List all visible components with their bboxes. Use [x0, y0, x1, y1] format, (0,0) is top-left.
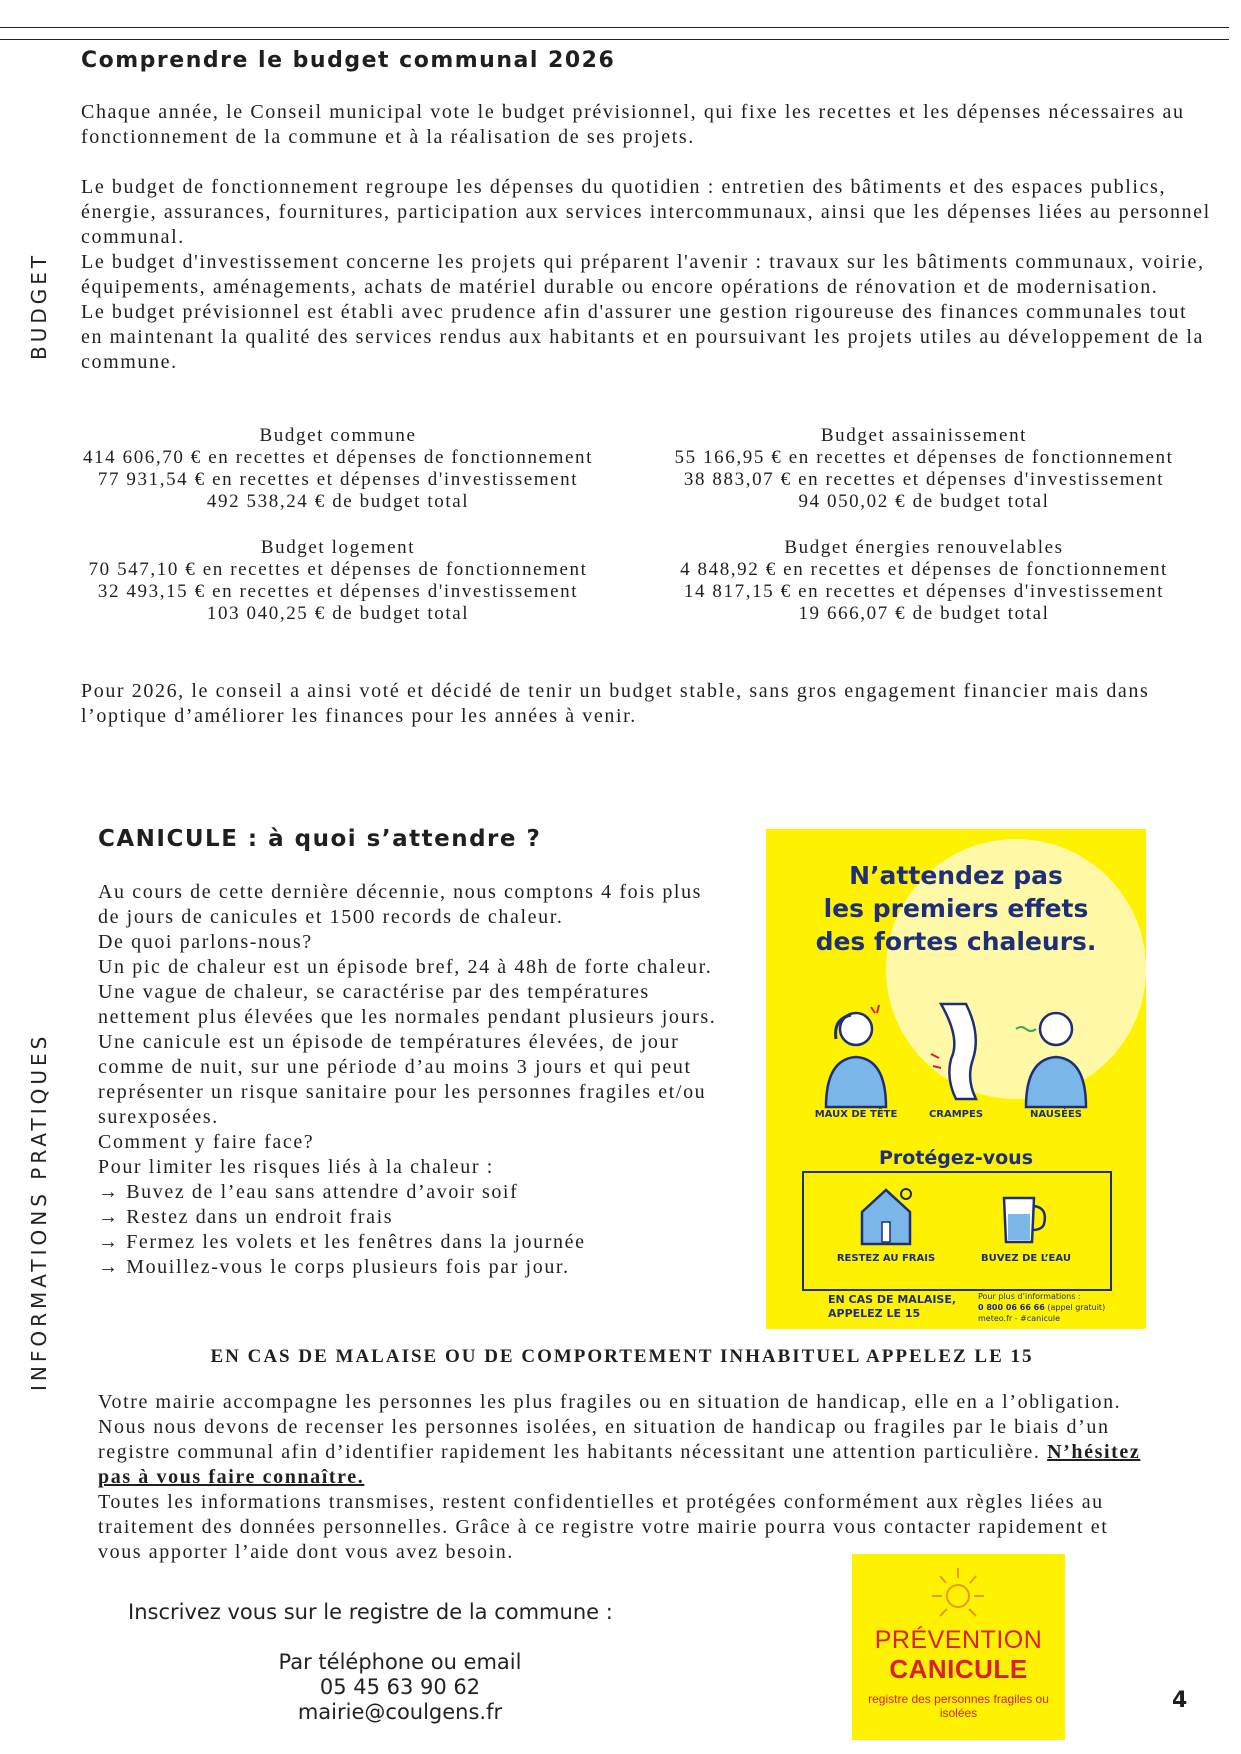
budget-block-name: Budget commune [259, 425, 417, 446]
contact-block [230, 1650, 570, 1725]
poster-emergency [828, 1293, 956, 1321]
cramps-leg-icon [911, 999, 1001, 1109]
budget-block-name: Budget logement [260, 537, 416, 558]
canicule-line: Pour limiter les risques liés à la chaleur : [98, 1156, 494, 1178]
budget-block-name: Budget énergies renouvelables [784, 537, 1064, 558]
budget-block-logement [68, 537, 608, 625]
budget-block-total: 492 538,24 € de budget total [206, 491, 470, 512]
page-number: 4 [1172, 1688, 1188, 1713]
contact-method: Par téléphone ou email [278, 1650, 522, 1674]
nausea-figure-icon [1011, 999, 1101, 1109]
budget-block-total: 103 040,25 € de budget total [206, 603, 470, 624]
top-rule-2 [0, 39, 1229, 40]
canicule-line: Comment y faire face? [98, 1131, 315, 1153]
advice-item: → Restez dans un endroit frais [98, 1206, 394, 1228]
registry-text [98, 1390, 1158, 1565]
poster-title [766, 859, 1146, 958]
protect-box [802, 1171, 1112, 1291]
headache-figure-icon [811, 999, 901, 1109]
poster-title-line: des fortes chaleurs. [815, 927, 1097, 956]
budget-intro: Chaque année, le Conseil municipal vote le budget prévisionnel, qui fixe les recettes et les dépenses nécessaires au fonctionnement de la commune et à la réalisation de ses projets. [81, 101, 1185, 148]
contact-phone[interactable]: 05 45 63 90 62 [319, 1675, 481, 1699]
poster-title-line: les premiers effets [823, 894, 1089, 923]
budget-block-total: 19 666,07 € de budget total [798, 603, 1050, 624]
budget-block-name: Budget assainissement [820, 425, 1028, 446]
poster-title-line: N’attendez pas [849, 861, 1063, 890]
alert-line: EN CAS DE MALAISE OU DE COMPORTEMENT INHABITUEL APPELEZ LE 15 [210, 1346, 1034, 1367]
budget-block-assainissement [654, 425, 1194, 513]
advice-list [98, 1180, 720, 1280]
symptom-headache: MAUX DE TÊTE [814, 1109, 898, 1120]
protect-title: Protégez-vous [866, 1147, 1046, 1169]
heatwave-poster [766, 829, 1146, 1329]
action-stay-cool: RESTEZ AU FRAIS [836, 1253, 936, 1264]
side-label-info: INFORMATIONS PRATIQUES [27, 1032, 51, 1391]
budget-block-fonct: 4 848,92 € en recettes et dépenses de fonctionnement [680, 559, 1168, 580]
advice-item: → Fermez les volets et les fenêtres dans la journée [98, 1231, 586, 1253]
sun-icon [928, 1562, 988, 1622]
poster-info-line [978, 1302, 1105, 1313]
budget-block-invest: 77 931,54 € en recettes et dépenses d'investissement [97, 469, 579, 490]
badge-line2: CANICULE [889, 1654, 1028, 1684]
house-cool-icon [856, 1184, 916, 1246]
poster-info-free: (appel gratuit) [1047, 1303, 1106, 1312]
budget-block-fonct: 414 606,70 € en recettes et dépenses de fonctionnement [82, 447, 594, 468]
poster-emergency-line: APPELEZ LE 15 [828, 1307, 921, 1320]
symptom-cramps: CRAMPES [928, 1109, 984, 1120]
budget-title: Comprendre le budget communal 2026 [81, 48, 616, 73]
registry-cta: N’hésitez pas à vous faire connaître. [98, 1441, 1141, 1488]
registry-p1-text: Votre mairie accompagne les personnes les plus fragiles ou en situation de handicap, elle en a l’obligation. Nous nous devons de recenser les personnes isolées, en situation de handicap ou fragiles par le biais d’un registre communal afin d’identifier rapidement les habitants nécessitant une attention particulière. [98, 1391, 1122, 1463]
budget-p1: Le budget de fonctionnement regroupe les dépenses du quotidien : entretien des bâtiments et des espaces publics, énergie, assurances, fournitures, participation aux services intercommunaux, ainsi que les dépenses liées au personnel communal. [81, 176, 1211, 248]
budget-block-fonct: 55 166,95 € en recettes et dépenses de fonctionnement [674, 447, 1174, 468]
action-drink-water: BUVEZ DE L’EAU [981, 1253, 1071, 1264]
budget-block-commune [68, 425, 608, 513]
canicule-line: Au cours de cette dernière décennie, nous comptons 4 fois plus de jours de canicules et 1500 records de chaleur. [98, 881, 703, 928]
poster-info-line: meteo.fr - #canicule [978, 1314, 1061, 1323]
budget-p3: Le budget prévisionnel est établi avec prudence afin d'assurer une gestion rigoureuse des finances communales tout en maintenant la qualité des services rendus aux habitants et en poursuivant les projets utiles au développement de la commune. [81, 301, 1204, 373]
registry-p2: Toutes les informations transmises, restent confidentielles et protégées conformément aux règles liées au traitement des données personnelles. Grâce à ce registre votre mairie pourra vous contacter rapidement et vous apporter l’aide dont vous avez besoin. [98, 1491, 1109, 1563]
canicule-line: De quoi parlons-nous? [98, 931, 313, 953]
advice-item: → Mouillez-vous le corps plusieurs fois par jour. [98, 1256, 570, 1278]
budget-conclusion: Pour 2026, le conseil a ainsi voté et décidé de tenir un budget stable, sans gros engagement financier mais dans l’optique d’améliorer les finances pour les années à venir. [81, 680, 1150, 727]
registry-p1 [98, 1390, 1158, 1490]
budget-p2: Le budget d'investissement concerne les projets qui préparent l'avenir : travaux sur les bâtiments communaux, voirie, équipements, aménagements, achats de matériel durable ou encore opérations de rénovation et de modernisation. [81, 251, 1205, 298]
poster-emergency-line: EN CAS DE MALAISE, [828, 1293, 957, 1306]
advice-item: → Buvez de l’eau sans attendre d’avoir soif [98, 1181, 519, 1203]
badge-line3: registre des personnes fragiles ou isolées [868, 1692, 1049, 1720]
side-label-budget: BUDGET [27, 251, 51, 360]
budget-block-invest: 38 883,07 € en recettes et dépenses d'investissement [683, 469, 1165, 490]
water-jug-icon [994, 1186, 1056, 1246]
budget-block-energies [654, 537, 1194, 625]
budget-block-invest: 32 493,15 € en recettes et dépenses d'investissement [97, 581, 579, 602]
canicule-line: Un pic de chaleur est un épisode bref, 24 à 48h de forte chaleur. Une vague de chaleur, se caractérise par des températures nettement plus élevées que les normales pendant plusieurs jours. Une canicule est un épisode de températures élevées, de jour comme de nuit, sur une période d’au moins 3 jours et qui peut représenter un risque sanitaire pour les personnes fragiles et/ou surexposées. [98, 956, 717, 1128]
budget-block-total: 94 050,02 € de budget total [798, 491, 1050, 512]
canicule-title: CANICULE : à quoi s’attendre ? [98, 826, 542, 852]
budget-text [81, 100, 1211, 375]
budget-block-invest: 14 817,15 € en recettes et dépenses d'investissement [683, 581, 1165, 602]
poster-info [978, 1291, 1105, 1324]
badge-line1: PRÉVENTION [874, 1626, 1043, 1654]
symptom-nausea: NAUSÉES [1030, 1109, 1082, 1120]
contact-email[interactable]: mairie@coulgens.fr [297, 1700, 503, 1724]
poster-info-phone: 0 800 06 66 66 [978, 1303, 1045, 1312]
canicule-text [98, 880, 720, 1280]
prevention-badge [852, 1554, 1065, 1740]
budget-block-fonct: 70 547,10 € en recettes et dépenses de fonctionnement [88, 559, 588, 580]
top-rule [0, 27, 1229, 28]
poster-info-line: Pour plus d’informations : [978, 1292, 1081, 1301]
contact-intro: Inscrivez vous sur le registre de la commune : [128, 1600, 613, 1624]
